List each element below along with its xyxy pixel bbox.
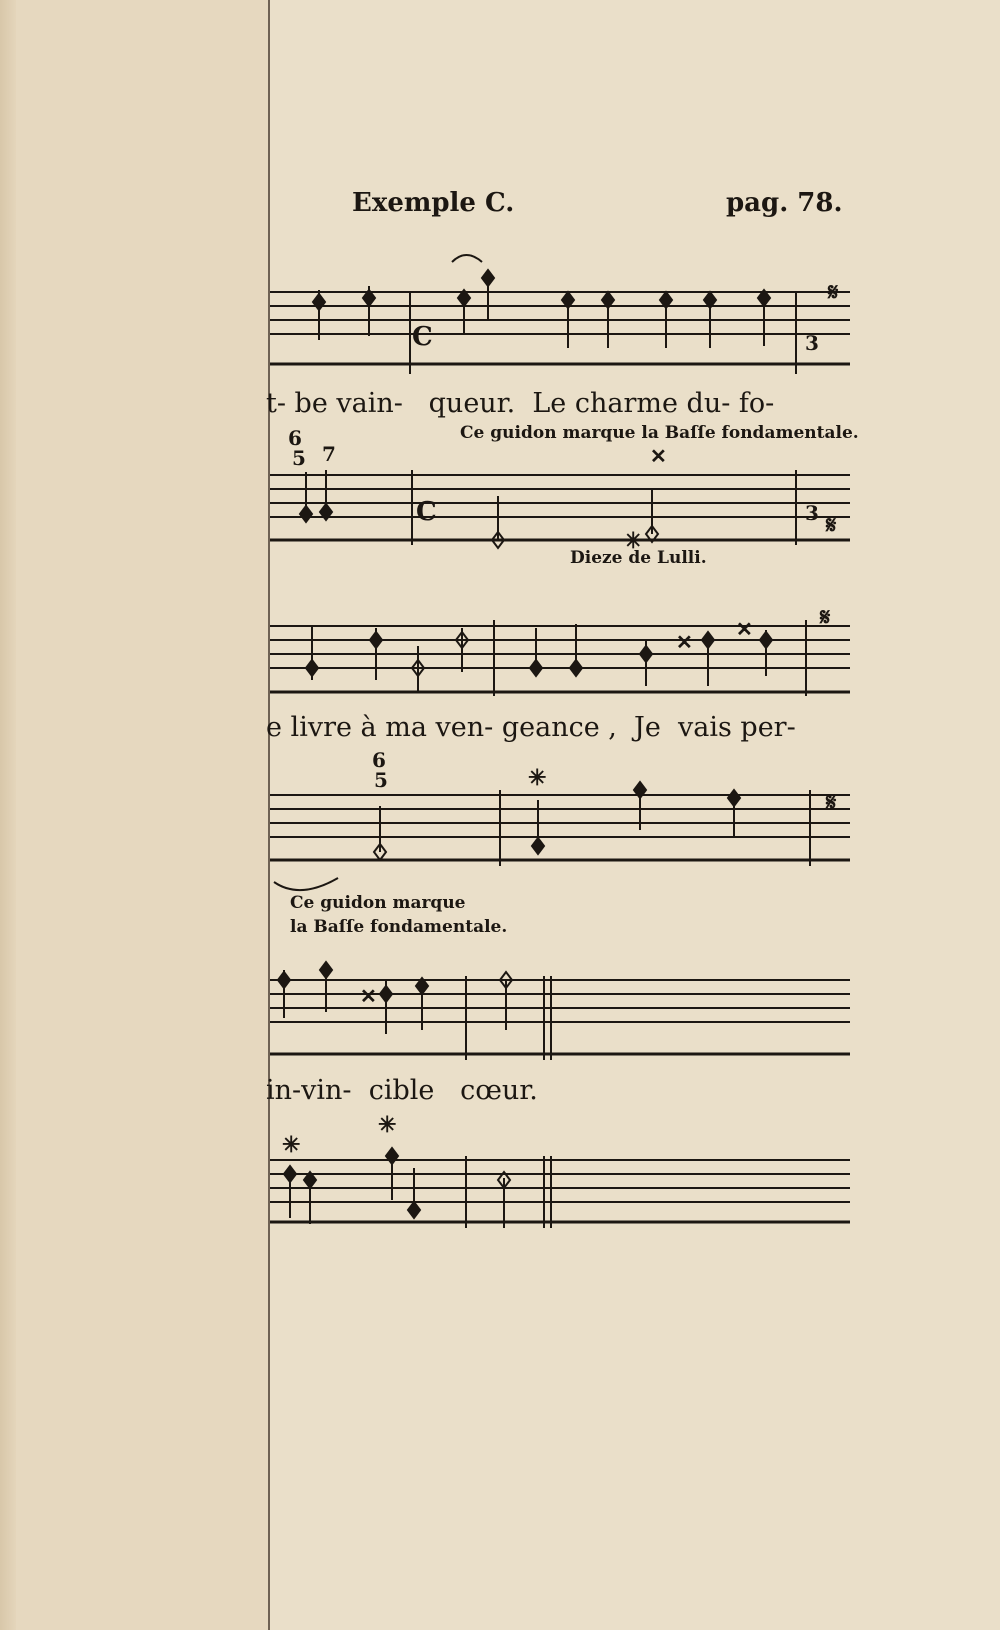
fermata-arc xyxy=(452,255,482,262)
time-three-2: 3 xyxy=(805,501,819,525)
staff-5 xyxy=(270,976,850,1060)
figure-six-b: 6 xyxy=(372,748,386,772)
lyric-line-2: e livre à ma ven- geance , Je vais per- xyxy=(266,712,796,743)
lyric-line-1: t- be vain- queur. Le charme du- fo- xyxy=(266,388,775,419)
staff-6 xyxy=(270,1156,850,1228)
staff-4 xyxy=(270,790,850,866)
example-title: Exemple C. xyxy=(352,188,515,218)
custos-3: 𝄋 xyxy=(826,787,837,816)
sharp-5: ✕ xyxy=(360,984,377,1008)
sharp-dieze-1: ✳ xyxy=(624,528,643,554)
sharp-7: ✳ xyxy=(378,1112,397,1138)
sharp-2: ✕ xyxy=(676,630,693,654)
staff-2 xyxy=(270,470,850,545)
notes-staff-1 xyxy=(313,270,770,348)
dieze-note: Dieze de Lulli. xyxy=(570,548,707,568)
figure-five-a: 5 xyxy=(292,446,306,470)
guidon-note-1: Ce guidon marque la Baſſe fondamentale. xyxy=(460,423,859,443)
lyric-line-3: in-vin- cible cœur. xyxy=(266,1075,538,1106)
notes-staff-5 xyxy=(278,962,512,1034)
sharp-8: ✕ xyxy=(650,444,667,468)
guidon-note-2-line2: la Baſſe fondamentale. xyxy=(290,917,508,937)
guidon-note-2-line1: Ce guidon marque xyxy=(290,893,466,913)
slur xyxy=(274,878,338,890)
notes-staff-3 xyxy=(306,624,772,692)
notes-staff-2 xyxy=(300,470,658,548)
figure-five-b: 5 xyxy=(374,768,388,792)
sharp-4: ✳ xyxy=(528,765,547,791)
figure-six-a: 6 xyxy=(288,426,302,450)
time-three-1: 3 xyxy=(805,331,819,355)
custos-1: 𝄋 xyxy=(828,277,839,306)
page-number: pag. 78. xyxy=(726,188,843,218)
notes-staff-4 xyxy=(374,782,740,860)
figure-seven-a: 7 xyxy=(322,442,336,466)
common-time-c1: C xyxy=(412,322,433,352)
custos-4: 𝄋 xyxy=(826,510,837,539)
staff-3 xyxy=(270,620,850,696)
sharp-6: ✳ xyxy=(282,1132,301,1158)
custos-2: 𝄋 xyxy=(820,602,831,631)
common-time-c2: C xyxy=(416,497,437,527)
sharp-3: ✕ xyxy=(736,617,753,641)
